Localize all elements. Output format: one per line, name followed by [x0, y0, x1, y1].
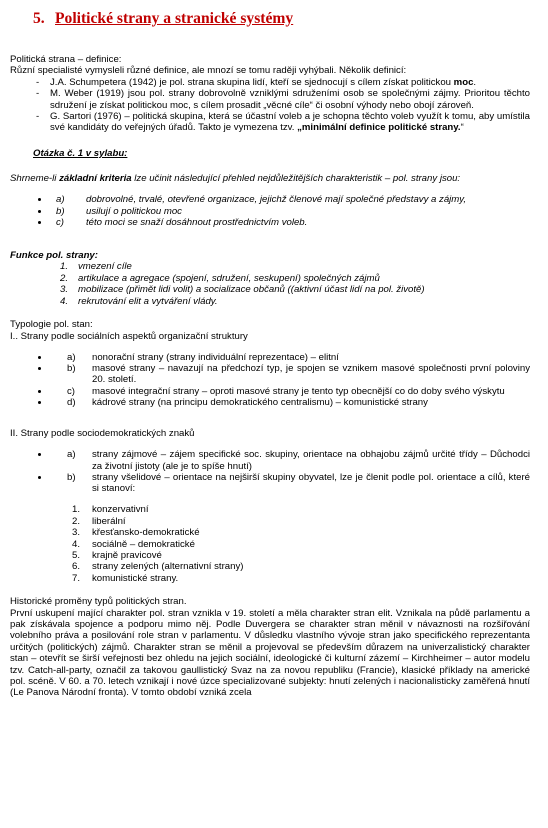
orientation-item: 4. sociálně – demokratické: [72, 538, 195, 550]
orientation-item: 6. strany zelených (alternativní strany): [72, 561, 244, 573]
syllabus-question: Otázka č. 1 v sylabu:: [33, 147, 128, 159]
criteria-item: • b) usilují o politickou moc: [50, 206, 530, 217]
functions-label: Funkce pol. strany:: [10, 250, 98, 262]
orientation-item: 2. liberální: [72, 515, 126, 527]
history-label: Historické proměny typů politických stran.: [10, 596, 187, 608]
typology-section-2-title: II. Strany podle sociodemokratických znaků: [10, 428, 195, 440]
definition-intro: Různí specialisté vymysleli různé definice, ale mnozí se tomu raději vyhýbali. Několik definicí:: [10, 65, 407, 77]
party-orientation-list: [10, 504, 530, 584]
definition-item: - M. Weber (1919) jsou pol. strany dobrovolně vzniklými sdruženími osob se společnými zájmy. Prioritou těchto sdružení je získat politickou moc, s cílem prosadit „věcné cíle“ či osobní výhody nebo obojí zároveň.: [36, 88, 530, 111]
typology-section-2-list: [10, 449, 530, 495]
criteria-item: • c) této moci se snaží dosáhnout prostřednictvím voleb.: [50, 217, 530, 228]
definition-item: - G. Sartori (1976) – politická skupina, která se účastní voleb a je schopna těchto voleb využít k tomu, aby umístila své kandidáty do veřejných úřadů. Takto je vymezena tzv. „minimální definice politické strany.“: [36, 111, 530, 134]
typology-item: • b) masové strany – navazují na předchozí typ, je spojen se vznikem masové společnosti první poloviny 20. století.: [50, 363, 530, 386]
definition-list: [10, 77, 530, 134]
typology-item: • c) masové integrační strany – oproti masové strany je tento typ obecnější co do doby svého výskytu: [50, 386, 530, 397]
function-item: 4. rekrutování elit a vytváření vlády.: [60, 295, 218, 307]
function-item: 1. vmezení cíle: [60, 261, 132, 273]
orientation-item: 3. křesťansko-demokratické: [72, 527, 200, 539]
function-item: 3. mobilizace (přimět lidi volit) a socializace občanů ((aktivní účast lidí na pol. životě): [60, 284, 425, 296]
typology-label: Typologie pol. stan:: [10, 319, 93, 331]
typology-item: • a) strany zájmové – zájem specifické soc. skupiny, orientace na obhajobu zájmů určité třídy – Důchodci za životní jistoty (ale je to spíše hnutí): [50, 449, 530, 472]
typology-section-1-list: [10, 352, 530, 409]
function-item: 2. artikulace a agregace (spojení, sdružení, seskupení) společných zájmů: [60, 272, 380, 284]
definition-label: Politická strana – definice:: [10, 54, 122, 65]
functions-list: [10, 261, 530, 307]
typology-item: • a) nonorační strany (strany individuální reprezentace) – elitní: [50, 352, 530, 363]
chapter-title: Politické strany a stranické systémy: [55, 10, 294, 27]
orientation-item: 7. komunistické strany.: [72, 572, 179, 584]
orientation-item: 1. konzervativní: [72, 504, 149, 516]
typology-item: • d) kádrové strany (na principu demokratického centralismu) – komunistické strany: [50, 397, 530, 408]
definition-item: - J.A. Schumpetera (1942) je pol. strana skupina lidí, kteří se sjednocují s cílem získat politickou moc.: [36, 76, 477, 88]
orientation-item: 5. krajně pravicové: [72, 549, 162, 561]
criteria-intro: Shrneme-li základní kriteria lze učinit následující přehled nejdůležitějších charakteristik – pol. strany jsou:: [10, 173, 461, 185]
criteria-item: • a) dobrovolné, trvalé, otevřené organizace, jejichž členové mají společné představy a zájmy,: [50, 194, 530, 205]
chapter-heading: [33, 9, 530, 28]
typology-item: • b) strany všelidové – orientace na nejširší skupiny obyvatel, lze je členit podle pol. orientace a cílů, které si stanoví:: [50, 472, 530, 495]
criteria-list: [10, 194, 530, 228]
chapter-number: 5.: [33, 10, 45, 27]
typology-section-1-title: I.. Strany podle sociálních aspektů organizační struktury: [10, 330, 248, 342]
history-paragraph: První uskupení mající charakter pol. stran vznikla v 19. století a měla charakter stran elit. Vznikala na půdě parlamentu a pak získávala spojence a podporu mimo něj. Podle Duvergera se charakter stran měnil v návaznosti na rozšiřování volebního práva a posilování role stran v parlamentu. V důsledku vlastního vývoje stran jako specifického reprezentanta určitých (politických) zájmů. Charakter stran se měnil a projevoval se především důrazem na univerzalistický charakter stan – otevřít se širší veřejnosti bez ohledu na jejich sociální, ideologické či kulturní zázemí – Kirchheimer – autor modelu tzv. Catch-all-party, označil za takovou gaullistický Svaz na za novou republiku (Francie), klasické příklady na americké pol. scéně. V 60. a 70. letech vznikají i nové úzce specializované subjekty: hnutí zelených i nacionalisticky zaměřená hnutí (Le Panova Národní fronta). V tomto období vzniká zcela: [10, 607, 530, 699]
